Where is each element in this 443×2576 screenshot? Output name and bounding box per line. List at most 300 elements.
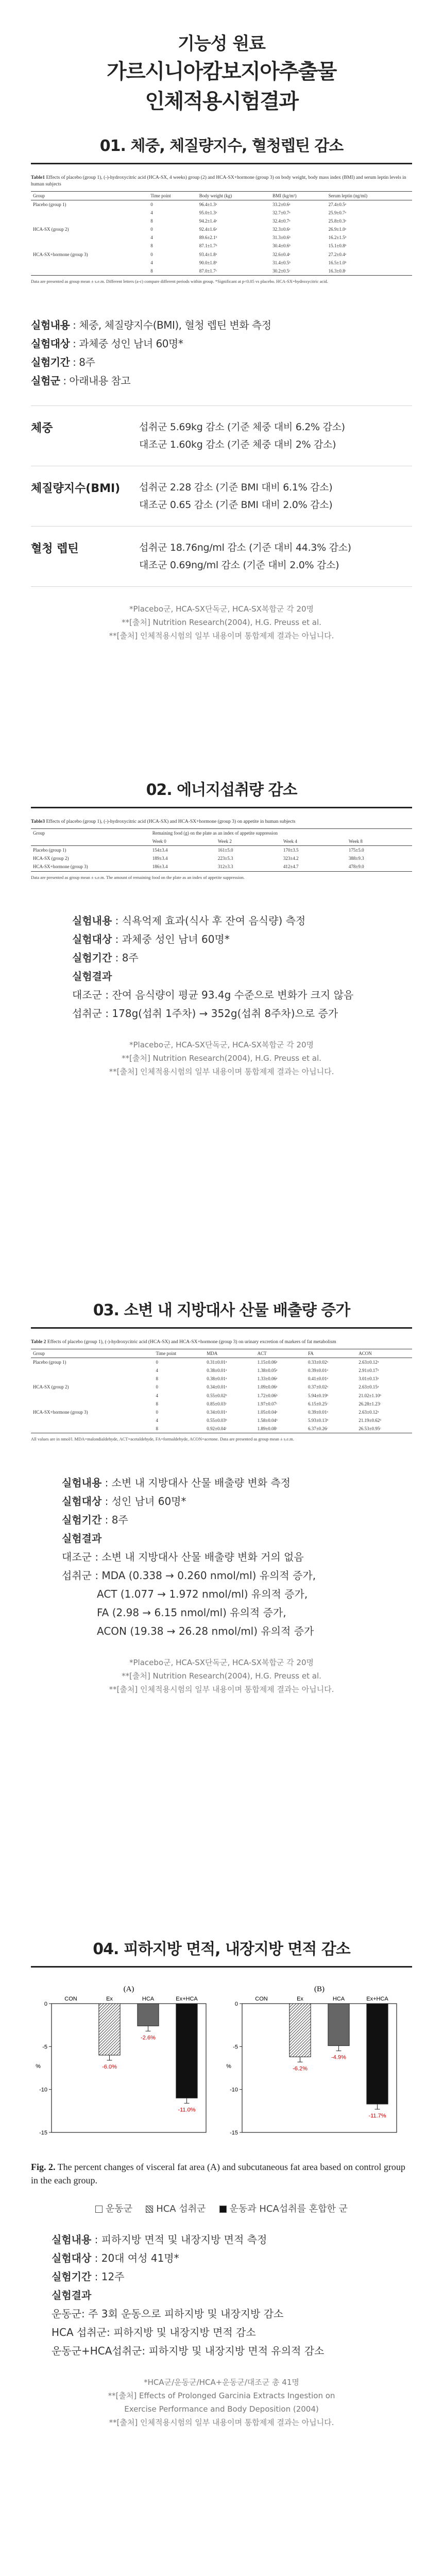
table-cell: 0.33±0.02ᵃ xyxy=(308,1359,328,1365)
info-line xyxy=(31,353,412,371)
y-tick-label: -15 xyxy=(230,2130,238,2136)
table-row xyxy=(31,1408,412,1416)
category-label: Ex xyxy=(106,1996,113,2002)
info-key: 실험결과 xyxy=(62,1532,102,1545)
table-cell: 26.28±1.23ᶜ xyxy=(359,1401,381,1406)
table-row xyxy=(31,854,412,862)
table-caption xyxy=(31,175,412,188)
table-cell xyxy=(31,1366,154,1375)
section-2-reference xyxy=(31,1038,412,1078)
table-row xyxy=(31,862,412,871)
table-row xyxy=(31,217,412,225)
bar xyxy=(138,2004,159,2026)
reference-line: **[출처] 인체적용시험의 일부 내용이며 통합제제 결과는 아닙니다. xyxy=(109,1684,334,1694)
table-cell: 478±9.0 xyxy=(347,862,412,871)
table-row xyxy=(31,1358,412,1366)
y-tick-label: -10 xyxy=(39,2087,47,2093)
y-tick-label: -5 xyxy=(42,2044,47,2050)
info-key: 실험대상 xyxy=(72,933,112,945)
table-cell: 25.9±0.7ᵃ xyxy=(328,210,347,215)
info-value: : 체중, 체질량지수(BMI), 혈청 렙틴 변화 측정 xyxy=(70,318,271,331)
result-label: 혈청 렙틴 xyxy=(31,542,79,555)
table-cell: 2.63±0.12ᵃ xyxy=(359,1409,379,1415)
result-row-leptin xyxy=(31,527,412,587)
result-line: ACON (19.38 → 26.28 nmol/ml) 유의적 증가 xyxy=(97,1624,314,1637)
table-caption-text: Effects of placebo (group 1), (-)-hydroxycitric acid (HCA-SX) and HCA-SX+hormone (group 3) on urinary excretion of markers of fat metabolism xyxy=(47,1340,336,1345)
section-divider xyxy=(31,1966,412,1968)
table-cell: 1.89±0.08ᶜ xyxy=(255,1425,306,1433)
result-value: 섭취군 5.69kg 감소 (기준 체중 대비 6.2% 감소) xyxy=(139,421,345,433)
table-header: Group xyxy=(31,191,148,200)
data-label: -6.0% xyxy=(102,2064,117,2070)
table-row xyxy=(31,209,412,217)
table-cell xyxy=(31,1375,154,1383)
table-cell: HCA-SX (group 2) xyxy=(33,856,69,861)
table-header: Week 8 xyxy=(347,837,412,846)
table-cell: 8 xyxy=(156,1401,159,1406)
section-3-reference xyxy=(31,1656,412,1696)
section-1-heading xyxy=(0,133,443,164)
reference-line: Exercise Performance and Body Deposition (2004) xyxy=(124,2404,319,2414)
table-cell: 30.2±0.5ᶜ xyxy=(270,267,326,276)
reference-line: **[출처] Effects of Prolonged Garcinia Extracts Ingestion on xyxy=(108,2391,335,2400)
y-tick-label: -10 xyxy=(230,2087,238,2093)
reference-line: **[출처] 인체적용시험의 일부 내용이며 통합제제 결과는 아닙니다. xyxy=(109,1066,334,1076)
data-label: -11.0% xyxy=(178,2107,196,2113)
section-2-heading xyxy=(0,777,443,808)
fat-area-charts xyxy=(31,1983,412,2153)
table-cell: 92.4±1.6ᵃ xyxy=(199,227,217,232)
section-1-title: 01. 체중, 체질량지수, 혈청렙틴 감소 xyxy=(99,137,344,155)
table-cell: 412±4.7 xyxy=(281,862,347,871)
table-cell: HCA-SX+hormone (group 3) xyxy=(33,251,88,257)
section-4-info xyxy=(52,2230,371,2360)
info-key: 실험기간 xyxy=(72,951,112,964)
table-cell: 5.94±0.19ᵇ xyxy=(308,1393,329,1398)
y-tick-label: 0 xyxy=(234,2001,238,2007)
data-label: -2.6% xyxy=(141,2035,156,2041)
section-divider xyxy=(31,1327,412,1329)
table-cell: 1.33±0.06ᵃ xyxy=(257,1376,278,1382)
table-footnote: Data are presented as group mean ± s.e.m. The amount of remaining food on the plate as an index of appetite suppression. xyxy=(31,874,245,880)
info-key: 실험기간 xyxy=(52,2270,92,2283)
table-cell: 0.39±0.01ᵃ xyxy=(308,1368,328,1374)
section-3-title: 03. 소변 내 지방대사 산물 배출량 증가 xyxy=(93,1301,350,1319)
result-row-bmi xyxy=(31,466,412,527)
y-axis-label: % xyxy=(226,2063,231,2070)
table-cell: 3.01±0.13ᵃ xyxy=(359,1376,379,1382)
info-line xyxy=(52,2286,371,2304)
result-line: 운동군+HCA섭취군: 피하지방 및 내장지방 면적 유의적 감소 xyxy=(52,2345,325,2357)
table-cell: 4 xyxy=(156,1368,159,1374)
table-cell: 388±9.3 xyxy=(348,856,364,861)
section-1 xyxy=(0,124,443,642)
info-value: : 12주 xyxy=(91,2270,125,2283)
table-cell: 5.93±0.13ᵇ xyxy=(308,1417,329,1423)
chart-panel xyxy=(36,1985,206,2136)
table-cell xyxy=(31,1416,154,1425)
table-cell: 1.38±0.05ᵃ xyxy=(257,1368,278,1374)
table-row xyxy=(31,250,412,259)
category-label: HCA xyxy=(142,1996,155,2002)
info-value: : 성인 남녀 60명* xyxy=(101,1495,186,1507)
category-label: HCA xyxy=(332,1996,345,2002)
table-cell: 0.41±0.01ᵃ xyxy=(308,1376,328,1382)
table-cell: 15.1±0.8ᵇ xyxy=(328,243,347,249)
table-cell: 27.4±0.5ᵃ xyxy=(328,201,347,207)
table-cell: 33.2±0.6ᵃ xyxy=(272,201,291,207)
table-cell: 32.3±0.6ᵃ xyxy=(272,227,291,232)
table-cell: 312±3.3 xyxy=(216,862,281,871)
table-footnote: All values are in nmol/l. MDA=malondialdehyde, ACT=acetaldehyde, FA=formaldehyde, ACON=acetone. Data are presented as group mean ± s.e.m. xyxy=(31,1436,294,1442)
info-value: : 8주 xyxy=(70,355,95,368)
table-cell: 0.85±0.03ᶜ xyxy=(207,1401,227,1406)
table-header: Remaining food (g) on the plate as an index of appetite suppression xyxy=(150,828,412,837)
table-cell: 189±3.4 xyxy=(152,856,168,861)
table-caption-text: Effects of placebo (group 1), (-)-hydroxycitric acid (HCA-SX, 4 weeks) group (2) and HCA-SX+hormone (group 3) on body weight, body mass index (BMI) and serum leptin levels in human subjects xyxy=(31,175,406,187)
result-value: 대조군 0.69ng/ml 감소 (기준 대비 2.0% 감소) xyxy=(139,559,339,571)
hero xyxy=(0,0,443,129)
result-row-weight xyxy=(31,405,412,466)
info-line xyxy=(52,2267,371,2286)
category-label: Ex xyxy=(297,1996,303,2002)
table-cell: 0.55±0.02ᵇ xyxy=(207,1393,227,1398)
result-value: 섭취군 2.28 감소 (기준 BMI 대비 6.1% 감소) xyxy=(139,481,333,493)
chart-legend xyxy=(0,2201,443,2215)
table-cell: 8 xyxy=(154,1425,205,1433)
table-cell: 0.34±0.01ᵃ xyxy=(207,1384,227,1390)
table-cell: 32.7±0.7ᵃ xyxy=(272,210,291,215)
section-1-reference xyxy=(31,602,412,642)
info-value: : 8주 xyxy=(101,1513,128,1526)
y-tick-label: 0 xyxy=(44,2001,47,2007)
info-line xyxy=(72,948,371,967)
info-key: 실험내용 xyxy=(72,914,112,927)
section-2-title: 02. 에너지섭취량 감소 xyxy=(146,781,297,799)
table-header: ACON xyxy=(356,1349,412,1358)
table-cell: 8 xyxy=(150,243,153,249)
table-header: BMI (kg/m²) xyxy=(270,191,326,200)
table-cell: 95.0±1.3ᵃ xyxy=(199,210,217,215)
table-cell: 94.2±1.4ᵃ xyxy=(199,218,217,224)
table-cell xyxy=(31,209,148,217)
info-key: 실험내용 xyxy=(31,318,70,331)
table-cell: 223±5.3 xyxy=(217,856,233,861)
table-cell: 161±5.0 xyxy=(217,848,233,853)
table-cell xyxy=(31,233,148,242)
table-header: Week 2 xyxy=(216,837,281,846)
info-value: : 소변 내 지방대사 산물 배출량 변화 측정 xyxy=(101,1476,291,1489)
table-caption-label: Table1 xyxy=(31,175,45,180)
section-4 xyxy=(0,1927,443,2429)
data-label: -4.9% xyxy=(331,2054,346,2061)
section-divider xyxy=(31,163,412,164)
table-cell: 21.02±1.10ᵇ xyxy=(359,1393,381,1398)
table-cell: 89.6±2.1ᵇ xyxy=(199,235,217,241)
table-cell: 4 xyxy=(156,1417,159,1423)
info-key: 실험대상 xyxy=(31,337,70,350)
table-cell xyxy=(31,259,148,267)
result-label: 체중 xyxy=(31,421,53,435)
table-cell: 0.55±0.03ᵇ xyxy=(207,1417,227,1423)
table-header: Group xyxy=(31,828,150,837)
y-axis-label: % xyxy=(36,2063,41,2070)
category-label: Ex+HCA xyxy=(366,1996,388,2002)
table-cell: 0 xyxy=(150,227,153,232)
table-cell: 0.38±0.01ᵃ xyxy=(207,1368,227,1374)
chart-panel xyxy=(226,1985,397,2136)
info-line xyxy=(31,334,412,353)
legend-label: HCA 섭취군 xyxy=(156,2204,206,2214)
section-4-reference xyxy=(31,2376,412,2429)
table-cell: 4 xyxy=(156,1393,159,1398)
table-cell: HCA-SX+hormone (group 3) xyxy=(31,862,150,871)
legend-label: 운동과 HCA섭취를 혼합한 군 xyxy=(229,2204,348,2214)
table-cell: 175±5.0 xyxy=(348,848,364,853)
table-header: FA xyxy=(306,1349,356,1358)
info-value: : 식욕억제 효과(식사 후 잔여 음식량) 측정 xyxy=(112,914,306,927)
table-cell: 8 xyxy=(150,218,153,224)
chart-title: (A) xyxy=(123,1985,134,1993)
table-cell: 87.1±1.7ᵇ xyxy=(199,243,217,249)
table-header xyxy=(31,837,150,846)
table-cell: 1.72±0.06ᵇ xyxy=(257,1393,278,1398)
table-caption-text: Effects of placebo (group 1), (-)-hydroxycitric acid (HCA-SX) and HCA-SX+hormone (group 3) on appetite in human subjects xyxy=(46,819,296,824)
table-row xyxy=(31,242,412,250)
info-key: 실험기간 xyxy=(31,355,70,368)
result-line: 대조군 : 잔여 음식량이 평균 93.4g 수준으로 변화가 크지 않음 xyxy=(72,988,354,1001)
table-cell xyxy=(31,242,148,250)
table-caption xyxy=(31,1339,412,1346)
table-cell: 0.39±0.01ᵃ xyxy=(308,1409,328,1415)
table-row xyxy=(31,1366,412,1375)
table-header: Body weight (kg) xyxy=(197,191,270,200)
reference-line: *HCA군/운동군/HCA+운동군/대조군 총 41명 xyxy=(144,2378,299,2387)
legend-item xyxy=(146,2201,206,2215)
table-cell: 90.0±1.8ᵇ xyxy=(199,260,217,265)
table-header: Week 4 xyxy=(281,837,347,846)
table-cell: 8 xyxy=(156,1376,159,1382)
legend-swatch xyxy=(219,2206,227,2213)
info-line xyxy=(72,911,371,930)
table-row xyxy=(31,200,412,209)
table-cell: 32.4±0.7ᵃ xyxy=(272,218,291,224)
table-header: ACT xyxy=(255,1349,306,1358)
section-4-heading xyxy=(0,1936,443,1968)
table-cell xyxy=(31,1425,154,1433)
table-cell: 26.53±0.95ᶜ xyxy=(356,1425,412,1433)
table-header: Serum leptin (ng/ml) xyxy=(327,191,412,200)
legend-label: 운동군 xyxy=(106,2204,133,2214)
table-cell: 0 xyxy=(156,1384,159,1390)
info-key: 실험결과 xyxy=(72,970,112,982)
table-1 xyxy=(31,175,412,285)
table-cell: 170±3.5 xyxy=(283,848,299,853)
table-cell xyxy=(31,267,148,276)
table-cell: 16.2±1.5ᵇ xyxy=(328,235,347,241)
figure-caption-text: The percent changes of visceral fat area (A) and subcutaneous fat area based on control group in the each group. xyxy=(31,2162,405,2185)
table-cell: 6.37±0.26ᶜ xyxy=(306,1425,356,1433)
result-line: 섭취군 : MDA (0.338 → 0.260 nmol/ml) 유의적 증가, xyxy=(62,1569,316,1582)
reference-line: *Placebo군, HCA-SX단독군, HCA-SX복합군 각 20명 xyxy=(129,604,314,614)
table-cell: 4 xyxy=(150,260,153,265)
info-key: 실험군 xyxy=(31,374,60,387)
reference-line: **[출처] Nutrition Research(2004), H.G. Preuss et al. xyxy=(122,1053,321,1063)
table-3 xyxy=(31,1339,412,1443)
table-cell xyxy=(31,217,148,225)
reference-line: **[출처] 인체적용시험의 일부 내용이며 통합제제 결과는 아닙니다. xyxy=(109,631,334,640)
table-cell: Placebo (group 1) xyxy=(33,201,66,207)
info-key: 실험내용 xyxy=(62,1476,102,1489)
category-label: CON xyxy=(64,1996,77,2002)
info-line xyxy=(62,1511,371,1529)
table-cell: 4 xyxy=(150,235,153,241)
info-line xyxy=(31,371,412,390)
table-cell: 6.15±0.25ᶜ xyxy=(308,1401,328,1406)
table-cell: 96.4±1.3ᵃ xyxy=(199,201,217,207)
bar-charts-svg xyxy=(31,1983,412,2153)
table-row xyxy=(31,1375,412,1383)
table-cell: 1.09±0.06ᵃ xyxy=(257,1384,278,1390)
info-value: : 과체중 성인 남녀 60명* xyxy=(70,337,183,350)
section-2-info xyxy=(72,911,371,1023)
section-3-heading xyxy=(0,1297,443,1329)
section-divider xyxy=(31,807,412,808)
table-cell: 0 xyxy=(156,1409,159,1415)
result-label: 체질량지수(BMI) xyxy=(31,482,121,495)
table-cell: 0 xyxy=(156,1359,159,1365)
table-cell: 25.8±0.3ᵃ xyxy=(328,218,347,224)
info-value: : 20대 여성 41명* xyxy=(91,2252,179,2264)
section-3 xyxy=(0,1288,443,1696)
table-row xyxy=(31,1416,412,1425)
info-line xyxy=(52,2249,371,2267)
reference-line: **[출처] 인체적용시험의 일부 내용이며 통합제제 결과는 아닙니다. xyxy=(109,2418,334,2427)
reference-line: **[출처] Nutrition Research(2004), H.G. Preuss et al. xyxy=(122,1671,321,1681)
reference-line: *Placebo군, HCA-SX단독군, HCA-SX복합군 각 20명 xyxy=(129,1040,314,1049)
table-cell: 0 xyxy=(150,251,153,257)
result-line: 섭취군 : 178g(섭취 1주차) → 352g(섭취 8주차)으로 증가 xyxy=(72,1007,338,1020)
table-cell: 1.05±0.04ᵃ xyxy=(257,1409,278,1415)
result-line: ACT (1.077 → 1.972 nmol/ml) 유의적 증가, xyxy=(97,1587,308,1600)
table-cell: Placebo (group 1) xyxy=(33,848,66,853)
info-line xyxy=(72,930,371,948)
table-header: Time point xyxy=(148,191,197,200)
table-cell: 27.2±0.4ᵃ xyxy=(328,251,347,257)
table-cell: 186±3.4 xyxy=(150,862,216,871)
section-4-title: 04. 피하지방 면적, 내장지방 면적 감소 xyxy=(93,1940,350,1958)
table-row xyxy=(31,225,412,233)
table-cell: HCA-SX+hormone (group 3) xyxy=(33,1409,88,1415)
hero-line3: 인체적용시험결과 xyxy=(145,90,298,113)
reference-line: **[출처] Nutrition Research(2004), H.G. Preuss et al. xyxy=(122,617,321,627)
table-cell: 0 xyxy=(150,201,153,207)
table-caption-label: Table 2 xyxy=(31,1340,46,1345)
section-1-info xyxy=(31,316,412,390)
table-header: Group xyxy=(31,1349,154,1358)
info-line xyxy=(72,967,371,986)
bar xyxy=(289,2004,311,2057)
table-cell: 93.4±1.8ᵃ xyxy=(199,251,217,257)
figure-caption-label: Fig. 2. xyxy=(31,2162,56,2172)
info-key: 실험대상 xyxy=(52,2252,92,2264)
table-cell: 154±3.4 xyxy=(152,848,168,853)
table-cell: 1.15±0.06ᵃ xyxy=(257,1359,278,1365)
table-cell xyxy=(31,1400,154,1408)
table-cell: 2.63±0.15ᵃ xyxy=(359,1384,379,1390)
reference-line: *Placebo군, HCA-SX단독군, HCA-SX복합군 각 20명 xyxy=(129,1657,314,1667)
table-cell: HCA-SX (group 2) xyxy=(33,227,69,232)
legend-item xyxy=(95,2201,132,2215)
info-value: : 아래내용 참고 xyxy=(60,374,131,387)
legend-swatch xyxy=(95,2206,103,2213)
bar xyxy=(328,2004,349,2046)
info-line xyxy=(62,1492,371,1511)
table-row xyxy=(31,1400,412,1408)
result-line: 대조군 : 소변 내 지방대사 산물 배출량 변화 거의 없음 xyxy=(62,1550,304,1563)
table-cell: 0.38±0.01ᵃ xyxy=(207,1376,227,1382)
table-row xyxy=(31,233,412,242)
table-cell: 2.91±0.17ᵃ xyxy=(359,1368,379,1374)
table-row xyxy=(31,1383,412,1391)
category-label: Ex+HCA xyxy=(176,1996,198,2002)
table-cell xyxy=(31,1392,154,1400)
info-line xyxy=(52,2230,371,2249)
bar xyxy=(99,2004,120,2055)
table-row xyxy=(31,1425,412,1433)
hero-line1: 기능성 원료 xyxy=(177,33,266,54)
table-cell: 21.19±0.62ᵇ xyxy=(359,1417,381,1423)
section-2 xyxy=(0,768,443,1078)
legend-swatch xyxy=(146,2206,153,2213)
info-key: 실험결과 xyxy=(52,2289,92,2301)
result-value: 대조군 0.65 감소 (기준 BMI 대비 2.0% 감소) xyxy=(139,499,333,511)
chart-title: (B) xyxy=(314,1985,325,1993)
section-3-info xyxy=(62,1473,371,1640)
table-2 xyxy=(31,819,412,880)
bar xyxy=(176,2004,197,2098)
table-header: Week 0 xyxy=(150,837,216,846)
y-tick-label: -15 xyxy=(39,2130,47,2136)
info-line xyxy=(31,316,412,334)
table-cell: 0.37±0.02ᵃ xyxy=(308,1384,328,1390)
table-cell: 30.4±0.6ᵇ xyxy=(272,243,291,249)
legend-item xyxy=(219,2201,348,2215)
table-cell: HCA-SX (group 2) xyxy=(33,1384,69,1390)
table-cell: 31.4±0.5ᵇ xyxy=(272,260,291,265)
result-value: 섭취군 18.76ng/ml 감소 (기준 대비 44.3% 감소) xyxy=(139,541,351,553)
table-cell: 26.9±1.0ᵃ xyxy=(328,227,347,232)
table-cell: Placebo (group 1) xyxy=(33,1359,66,1365)
info-value: : 피하지방 면적 및 내장지방 면적 측정 xyxy=(91,2233,267,2246)
info-value: : 8주 xyxy=(112,951,139,964)
table-header: Time point xyxy=(154,1349,205,1358)
result-value: 대조군 1.60kg 감소 (기준 체중 대비 2% 감소) xyxy=(139,438,336,450)
table-cell: 2.63±0.12ᵃ xyxy=(359,1359,379,1365)
table-cell: 323±4.2 xyxy=(283,856,299,861)
info-value: : 과체중 성인 남녀 60명* xyxy=(112,933,230,945)
table-cell: 31.3±0.6ᵇ xyxy=(272,235,291,241)
data-label: -6.2% xyxy=(293,2065,308,2072)
info-key: 실험기간 xyxy=(62,1513,102,1526)
table-cell: 0.92±0.04ᶜ xyxy=(205,1425,255,1433)
info-line xyxy=(62,1473,371,1492)
table-cell: 1.58±0.04ᵇ xyxy=(257,1417,278,1423)
table-cell: 16.5±1.0ᵇ xyxy=(328,260,347,265)
bar xyxy=(367,2004,388,2104)
table-cell: 0.31±0.01ᵃ xyxy=(207,1359,227,1365)
table-caption-label: Table3 xyxy=(31,819,45,824)
